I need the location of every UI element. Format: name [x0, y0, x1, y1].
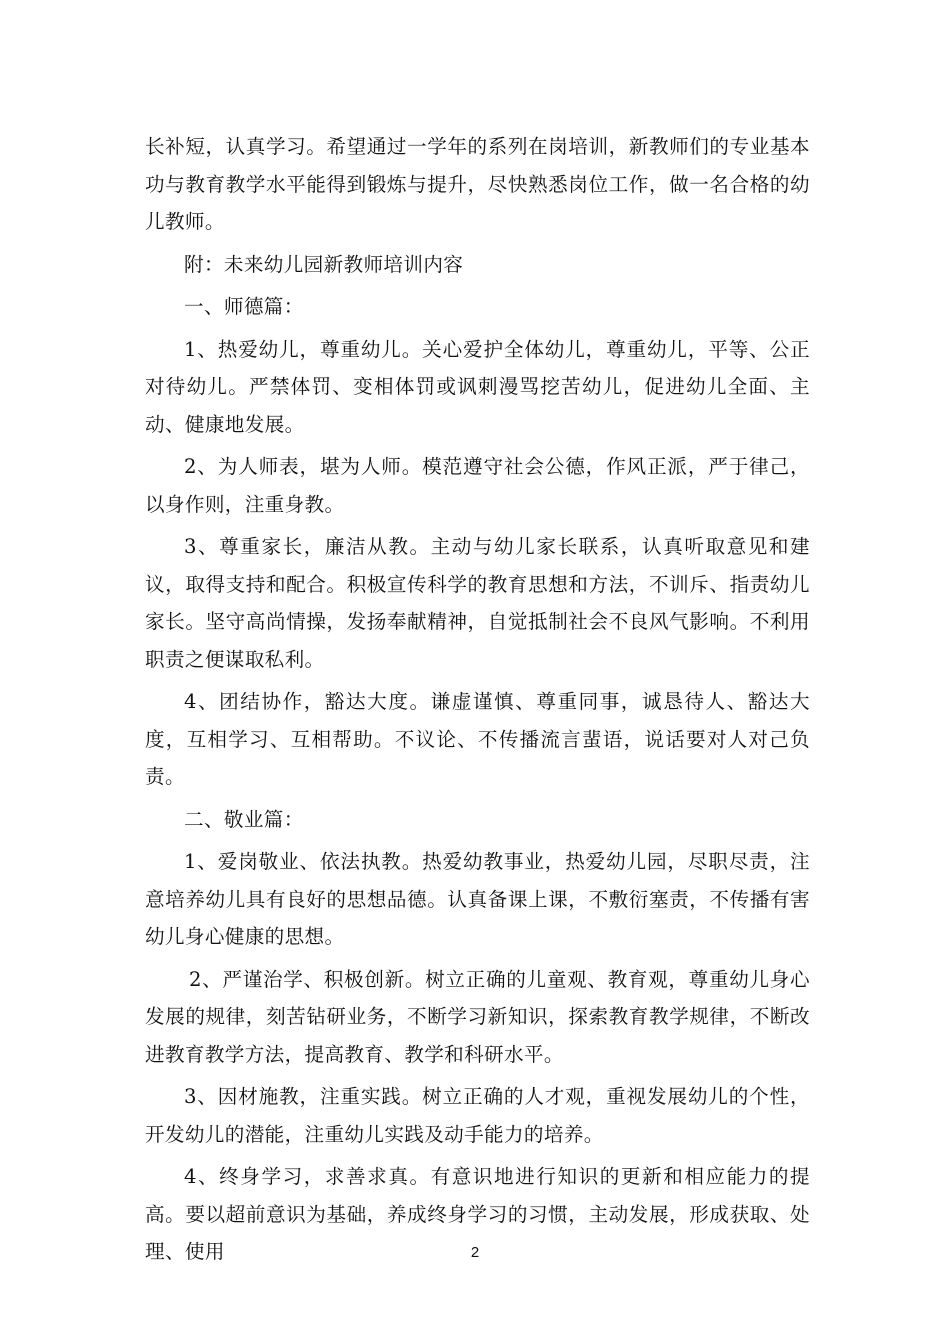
document-body — [145, 128, 810, 1276]
section-heading-dedication: 二、敬业篇： — [184, 807, 304, 831]
dedication-item-4: 4、终身学习，求善求真。有意识地进行知识的更新和相应能力的提高。要以超前意识为基础，养成终身学习的习惯，主动发展，形成获取、处理、使用 — [145, 1165, 810, 1263]
ethics-item-1: 1、热爱幼儿，尊重幼儿。关心爱护全体幼儿，尊重幼儿，平等、公正对待幼儿。严禁体罚、变相体罚或讽刺漫骂挖苦幼儿，促进幼儿全面、主动、健康地发展。 — [145, 337, 810, 436]
ethics-item-3: 3、尊重家长，廉洁从教。主动与幼儿家长联系，认真听取意见和建议，取得支持和配合。积极宣传科学的教育思想和方法，不训斥、指责幼儿家长。坚守高尚情操，发扬奉献精神，自觉抵制社会不良风气影响。不利用职责之便谋取私利。 — [145, 535, 810, 671]
appendix-title: 附：未来幼儿园新教师培训内容 — [184, 252, 464, 276]
page-number: 2 — [470, 1244, 480, 1261]
ethics-item-4: 4、团结协作，豁达大度。谦虚谨慎、尊重同事，诚恳待人、豁达大度，互相学习、互相帮助。不议论、不传播流言蜚语，说话要对人对己负责。 — [145, 690, 810, 788]
dedication-item-1: 1、爱岗敬业、依法执教。热爱幼教事业，热爱幼儿园，尽职尽责，注意培养幼儿具有良好的思想品德。认真备课上课，不敷衍塞责，不传播有害幼儿身心健康的思想。 — [145, 850, 810, 948]
section-heading-ethics: 一、师德篇： — [184, 295, 304, 318]
dedication-item-3: 3、因材施教，注重实践。树立正确的人才观，重视发展幼儿的个性，开发幼儿的潜能，注重幼儿实践及动手能力的培养。 — [145, 1085, 810, 1146]
paragraph-continuation: 长补短，认真学习。希望通过一学年的系列在岗培训，新教师们的专业基本功与教育教学水平能得到锻炼与提升，尽快熟悉岗位工作，做一名合格的幼儿教师。 — [145, 135, 810, 233]
dedication-item-2: 2、严谨治学、积极创新。树立正确的儿童观、教育观，尊重幼儿身心发展的规律，刻苦钻研业务，不断学习新知识，探索教育教学规律，不断改进教育教学方法，提高教育、教学和科研水平。 — [145, 967, 810, 1066]
ethics-item-2: 2、为人师表，堪为人师。模范遵守社会公德，作风正派，严于律己，以身作则，注重身教。 — [145, 455, 810, 516]
